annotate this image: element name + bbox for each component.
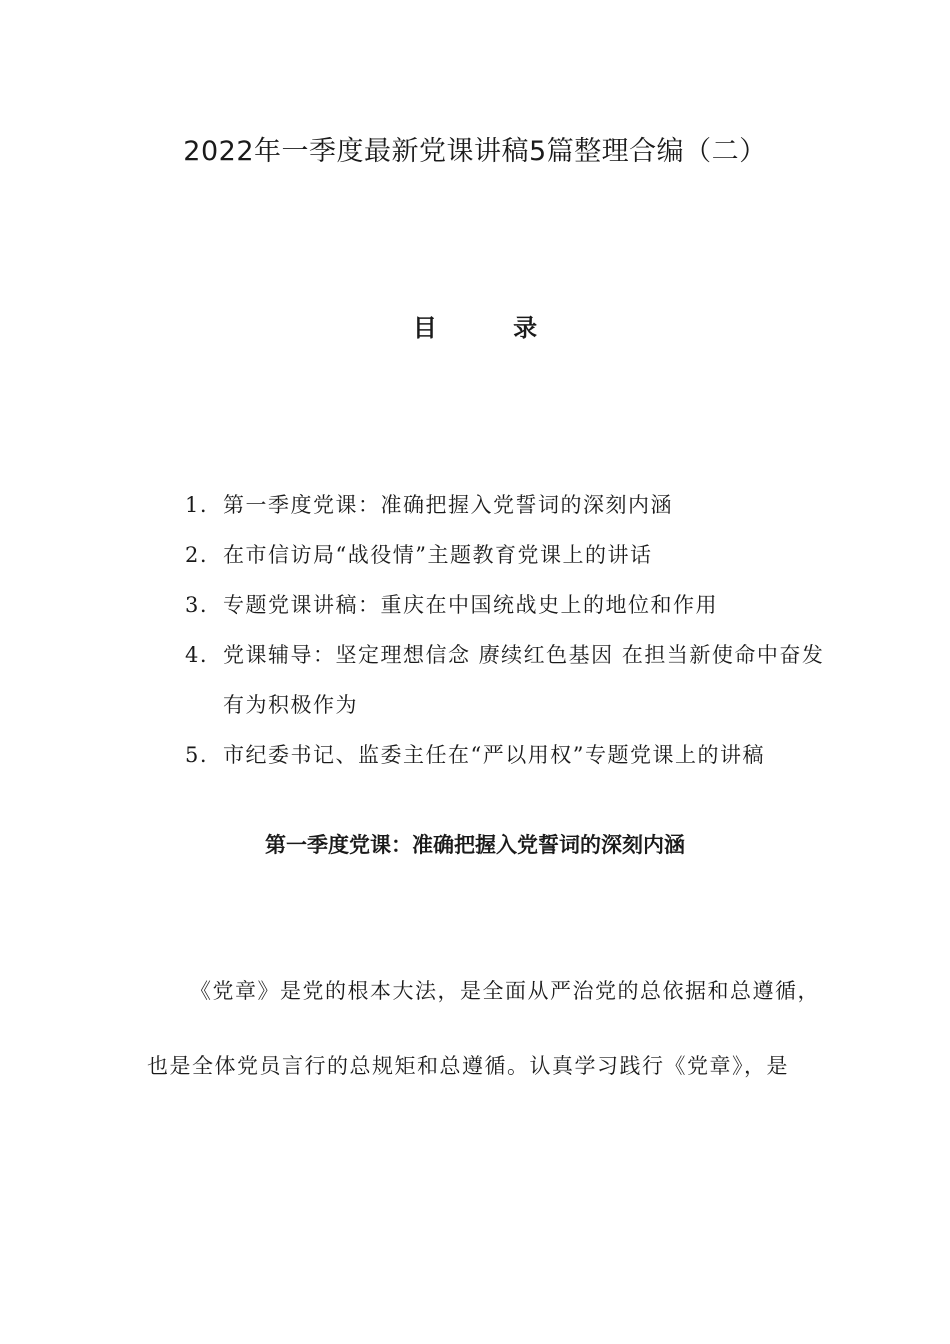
paragraph-line: 也是全体党员言行的总规矩和总遵循。认真学习践行《党章》，是	[147, 1054, 789, 1078]
toc-item-number: 4.	[185, 643, 209, 667]
document-title: 2022年一季度最新党课讲稿5篇整理合编（二）	[183, 136, 767, 167]
paragraph-line: 《党章》是党的根本大法，是全面从严治党的总依据和总遵循，	[190, 979, 820, 1003]
toc-item-text: 专题党课讲稿：重庆在中国统战史上的地位和作用	[223, 593, 718, 617]
toc-item	[185, 630, 825, 730]
toc-item-number: 2.	[185, 543, 209, 567]
toc-item	[185, 480, 825, 530]
table-of-contents	[185, 480, 825, 780]
toc-item-text: 党课辅导：坚定理想信念 赓续红色基因 在担当新使命中奋发有为积极作为	[223, 643, 825, 717]
toc-item-number: 5.	[185, 743, 209, 767]
toc-item-number: 3.	[185, 593, 209, 617]
toc-item	[185, 580, 825, 630]
toc-item	[185, 730, 825, 780]
section-heading: 第一季度党课：准确把握入党誓词的深刻内涵	[265, 833, 685, 857]
toc-item-number: 1.	[185, 493, 209, 517]
toc-item-text: 在市信访局“战役情”主题教育党课上的讲话	[223, 543, 653, 567]
toc-item	[185, 530, 825, 580]
toc-item-text: 市纪委书记、监委主任在“严以用权”专题党课上的讲稿	[223, 743, 765, 767]
toc-heading: 目 录	[412, 313, 572, 342]
toc-item-text: 第一季度党课：准确把握入党誓词的深刻内涵	[223, 493, 673, 517]
